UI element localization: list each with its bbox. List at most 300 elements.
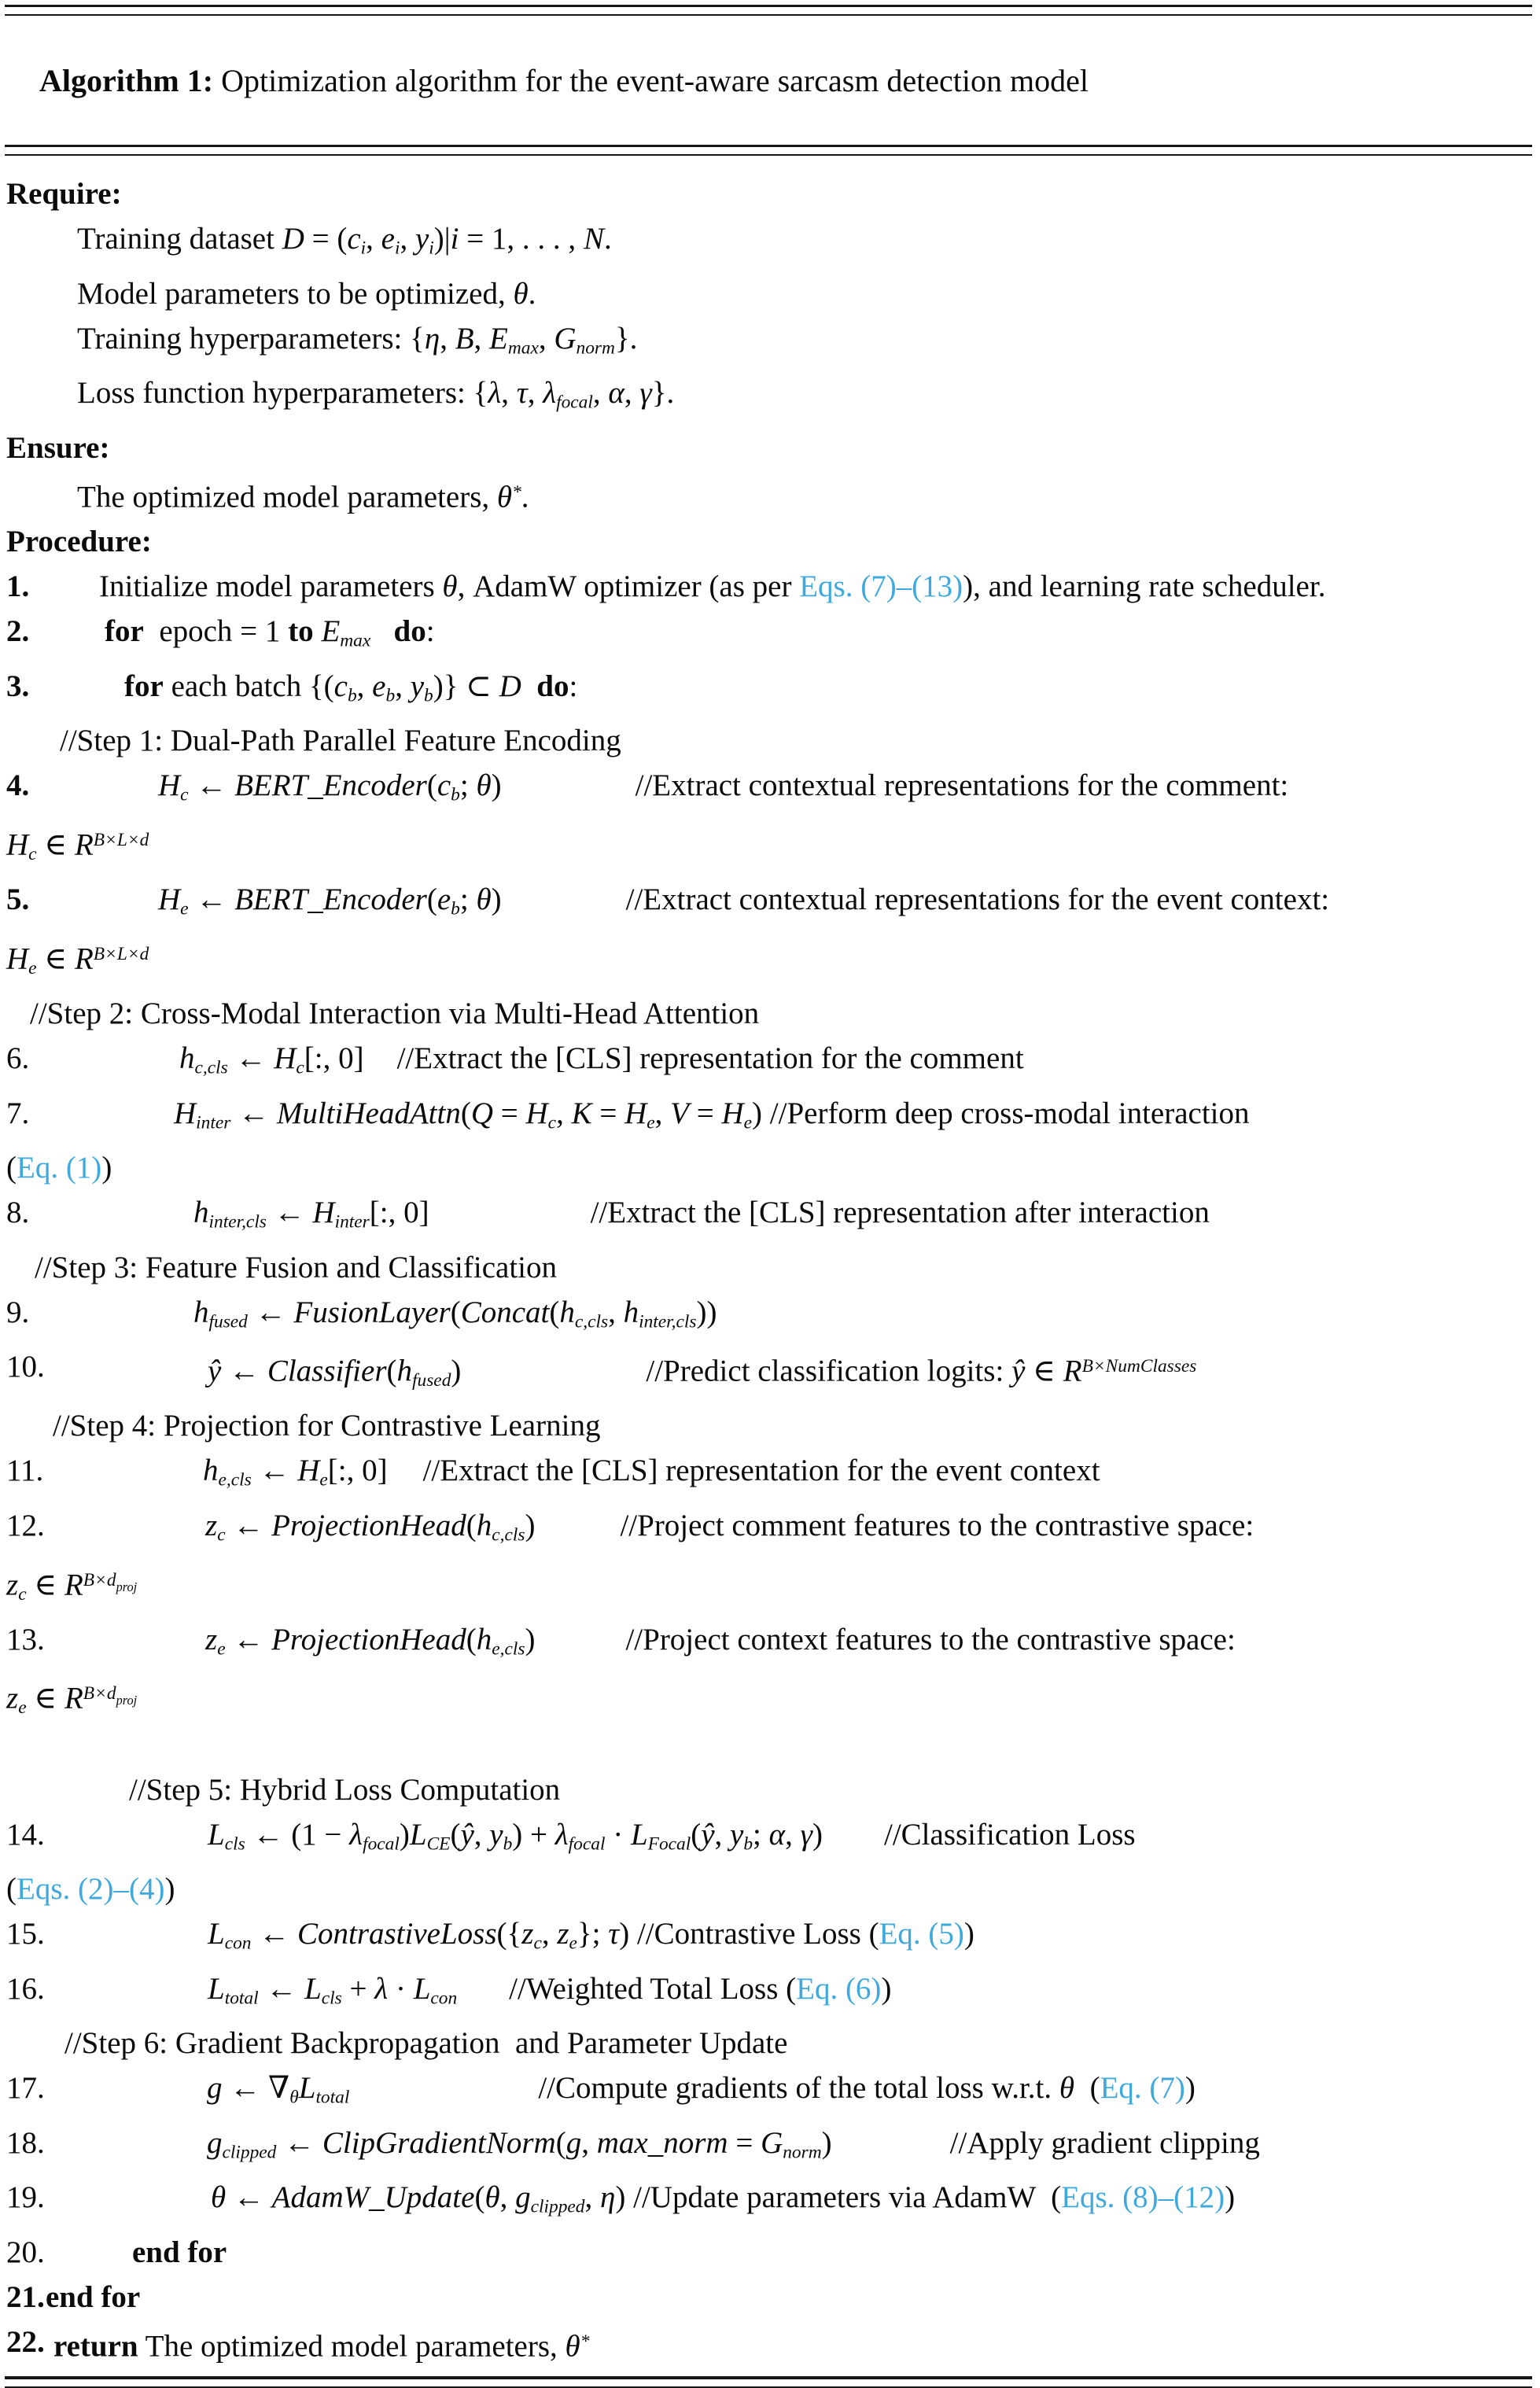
equation-link[interactable]: Eqs. (2)–(4)	[17, 1872, 165, 1907]
text-segment: ←	[276, 2125, 322, 2160]
text-segment: do	[536, 669, 569, 703]
line-number: 7.	[6, 1096, 30, 1130]
text-segment: ,	[541, 1917, 558, 1951]
text-segment: focal	[556, 392, 593, 413]
text-segment: BERT_Encoder	[234, 768, 427, 803]
text-segment: H	[297, 1454, 320, 1488]
text-segment: H	[274, 1041, 297, 1075]
algo-line-18	[5, 2124, 1532, 2172]
text-segment: //Weighted Total Loss (	[509, 1971, 797, 2006]
text-segment: ,	[366, 222, 381, 256]
text-segment: R	[64, 1681, 83, 1715]
text-segment: ←	[247, 1295, 294, 1329]
algo-line	[5, 319, 1532, 368]
text-segment: ({	[496, 1917, 522, 1951]
equation-link[interactable]: Eq. (6)	[796, 1971, 882, 2006]
text-segment: e	[743, 1112, 753, 1133]
algo-line-4	[5, 766, 1532, 815]
text-segment: θ	[289, 2087, 299, 2108]
line-number: 19.	[6, 2180, 45, 2215]
text-segment: )	[752, 1096, 770, 1130]
algo-line-15	[5, 1914, 1532, 1963]
line-number: 18.	[6, 2125, 45, 2160]
text-segment: e	[18, 1697, 27, 1719]
text-segment: e,cls	[492, 1638, 525, 1660]
text-segment: //Project context features to the contrastive space:	[625, 1622, 1236, 1656]
algo-comment	[5, 1248, 1532, 1287]
text-segment: H	[525, 1096, 548, 1130]
text-segment: e,cls	[218, 1469, 252, 1491]
text-segment: h	[476, 1508, 492, 1542]
text-segment: λ	[349, 1817, 363, 1852]
text-segment: proj	[116, 1579, 138, 1594]
text-segment: )|	[433, 222, 451, 256]
equation-link[interactable]: Eq. (7)	[1100, 2071, 1185, 2106]
text-segment: H	[158, 768, 181, 803]
algo-comment	[5, 721, 1532, 760]
text-segment: )	[881, 1971, 892, 2006]
algo-line-19	[5, 2178, 1532, 2227]
text-segment: ←	[188, 768, 235, 803]
text-segment: ,	[473, 321, 490, 356]
top-double-rule	[5, 5, 1532, 16]
equation-link[interactable]: Eq. (5)	[879, 1917, 964, 1951]
text-segment: i	[429, 238, 434, 259]
text-segment: ,	[538, 321, 554, 356]
text-segment: ,	[440, 321, 455, 356]
text-segment: epoch = 1	[143, 614, 289, 649]
text-segment: θ	[1059, 2071, 1075, 2106]
text-segment: z	[521, 1917, 534, 1951]
text-segment: //Extract the [CLS] representation for the comment	[396, 1041, 1024, 1075]
text-segment: b	[385, 685, 396, 706]
text-segment: e	[28, 957, 37, 978]
text-segment: each batch {(	[163, 669, 334, 703]
text-segment	[370, 614, 393, 648]
algo-comment	[5, 1771, 1532, 1809]
algo-line-9	[5, 1293, 1532, 1342]
text-segment: //Extract contextual representations for the comment:	[635, 768, 1289, 803]
text-segment: h	[396, 1354, 413, 1388]
text-segment	[521, 669, 537, 703]
text-segment: //Update parameters via AdamW (	[633, 2180, 1062, 2215]
text-segment: ∈	[26, 1568, 64, 1602]
algorithm-title	[5, 16, 1532, 145]
text-segment: c,cls	[574, 1311, 609, 1332]
text-segment: G	[554, 321, 577, 356]
text-segment: //Contrastive Loss (	[636, 1917, 879, 1951]
text-segment: (	[426, 768, 437, 803]
text-segment: y	[730, 1817, 744, 1852]
text-segment: The optimized model parameters,	[138, 2329, 566, 2364]
text-segment: clipped	[530, 2196, 585, 2217]
text-segment: //Step 3: Feature Fusion and Classification	[35, 1250, 558, 1284]
algorithm-label: Algorithm 1:	[39, 63, 214, 98]
text-segment: c	[533, 1933, 542, 1954]
text-segment: *	[580, 2331, 590, 2352]
equation-link[interactable]: Eq. (1)	[17, 1151, 102, 1185]
text-segment: //Extract contextual representations for the event context:	[625, 883, 1330, 917]
text-segment: (	[466, 1508, 477, 1542]
algo-cont	[5, 1675, 1532, 1727]
text-segment: //Predict classification logits:	[646, 1354, 1012, 1388]
text-segment: H	[312, 1196, 335, 1230]
text-segment: )	[399, 1817, 410, 1852]
text-segment: ;	[459, 883, 477, 917]
text-segment: .	[521, 480, 529, 514]
text-segment: ŷ	[701, 1817, 715, 1852]
text-segment: =	[728, 2125, 761, 2160]
text-segment: α	[608, 376, 624, 411]
algo-line-5	[5, 880, 1532, 929]
text-segment: h	[203, 1454, 219, 1488]
text-segment: L	[413, 1971, 431, 2006]
algo-line-14	[5, 1815, 1532, 1864]
text-segment: h	[623, 1295, 639, 1329]
text-segment: Require:	[6, 177, 122, 211]
text-segment: total	[315, 2087, 350, 2108]
line-number: 6.	[6, 1041, 30, 1075]
text-segment: //Step 5: Hybrid Loss Computation	[129, 1772, 561, 1807]
algo-line-21	[5, 2278, 1532, 2316]
text-segment: Training dataset	[77, 222, 282, 256]
text-segment: D	[282, 222, 304, 256]
line-number: 10.	[6, 1350, 45, 1384]
text-segment: ←	[230, 1096, 277, 1130]
text-segment: ∈	[36, 942, 75, 976]
text-segment: do	[393, 614, 426, 649]
text-segment: B×d	[83, 1569, 116, 1590]
spacing	[457, 1998, 509, 1999]
algo-line-12	[5, 1506, 1532, 1555]
text-segment: c	[437, 768, 451, 803]
text-segment: b	[451, 898, 460, 919]
text-segment: inter	[196, 1112, 231, 1133]
text-segment: B	[455, 321, 474, 356]
text-segment: E	[321, 614, 341, 649]
text-segment: con	[430, 1988, 458, 2009]
text-segment: ∈	[1025, 1354, 1063, 1388]
text-segment: H	[6, 942, 29, 976]
text-segment: )	[164, 1872, 175, 1907]
algo-heading	[5, 175, 1532, 213]
text-segment: c	[28, 844, 37, 865]
text-segment: z	[557, 1917, 569, 1951]
text-segment: )	[525, 1622, 536, 1656]
text-segment: }.	[651, 376, 675, 411]
text-segment: (	[1074, 2071, 1100, 2106]
text-segment: clipped	[222, 2142, 277, 2163]
text-segment: ,	[527, 376, 543, 411]
algo-line-1	[5, 567, 1532, 606]
text-segment: Ensure:	[6, 430, 110, 465]
spacing	[832, 2152, 950, 2153]
text-segment: inter,cls	[208, 1211, 267, 1233]
text-segment: (	[691, 1817, 702, 1852]
title-separator-rule	[5, 145, 1532, 156]
algo-cont	[5, 1870, 1532, 1908]
text-segment: L	[298, 2071, 316, 2106]
line-number: 4.	[6, 768, 30, 803]
text-segment: τ	[608, 1917, 620, 1951]
text-segment: G	[761, 2125, 783, 2160]
text-segment: γ	[639, 376, 652, 411]
text-segment: θ	[484, 2180, 500, 2215]
text-segment: R	[64, 1568, 83, 1602]
algo-heading	[5, 429, 1532, 467]
text-segment: )	[821, 2125, 832, 2160]
algorithm-body	[5, 156, 1532, 2365]
text-segment: , AdamW optimizer (as per	[457, 569, 800, 604]
text-segment: =	[591, 1096, 625, 1130]
text-segment: θ	[565, 2329, 580, 2364]
text-segment: (	[6, 1872, 17, 1907]
text-segment: )	[491, 768, 502, 803]
text-segment: //Extract the [CLS] representation after interaction	[590, 1196, 1210, 1230]
text-segment: e	[180, 898, 189, 919]
text-segment: λ	[374, 1971, 389, 2006]
text-segment: Classifier	[267, 1354, 387, 1388]
text-segment: e	[319, 1469, 328, 1491]
text-segment: ←	[188, 883, 235, 917]
text-segment: η	[600, 2180, 616, 2215]
text-segment: ·	[605, 1817, 631, 1852]
text-segment: fused	[208, 1311, 248, 1332]
algo-line-10	[5, 1347, 1532, 1400]
text-segment: E	[489, 321, 508, 356]
text-segment: ) +	[512, 1817, 555, 1852]
text-segment: R	[1063, 1354, 1082, 1388]
text-segment: BERT_Encoder	[234, 883, 427, 917]
text-segment: e	[381, 222, 395, 256]
text-segment: //Perform deep cross-modal interaction	[769, 1096, 1250, 1130]
text-segment: The optimized model parameters,	[77, 480, 497, 514]
text-segment: (	[474, 2180, 485, 2215]
line-number: 2.	[6, 614, 30, 649]
line-number: 12.	[6, 1508, 45, 1542]
text-segment: )} ⊂	[433, 669, 499, 703]
text-segment: θ	[211, 2180, 227, 2215]
algo-comment	[5, 1406, 1532, 1445]
text-segment: //Project comment features to the contrastive space:	[620, 1508, 1254, 1542]
text-segment: L	[208, 1917, 225, 1951]
text-segment: ), and learning rate scheduler.	[963, 569, 1326, 604]
text-segment: )	[963, 1917, 974, 1951]
text-segment: c	[547, 1112, 557, 1133]
line-number: 20.	[6, 2235, 45, 2269]
text-segment: B×d	[83, 1683, 116, 1704]
text-segment: ←	[227, 1041, 274, 1075]
text-segment: ClipGradientNorm	[322, 2125, 556, 2160]
text-segment: Model parameters to be optimized,	[77, 276, 514, 311]
text-segment: ,	[624, 376, 640, 411]
text-segment: e	[372, 669, 386, 703]
text-segment: g	[207, 2071, 223, 2106]
text-segment: ∈	[26, 1681, 64, 1715]
text-segment: y	[410, 669, 424, 703]
text-segment: end for	[46, 2279, 141, 2314]
line-number: 21.	[6, 2279, 45, 2314]
text-segment: L	[630, 1817, 648, 1852]
algo-cont	[5, 1561, 1532, 1614]
text-segment: ,	[499, 2180, 516, 2215]
text-segment: λ	[488, 376, 502, 411]
text-segment: )	[451, 1354, 462, 1388]
line-number: 14.	[6, 1817, 45, 1852]
text-segment: = (	[304, 222, 348, 256]
text-segment: e	[569, 1933, 577, 1954]
text-segment: g	[207, 2125, 223, 2160]
line-number: 16.	[6, 1971, 45, 2006]
algo-line	[5, 474, 1532, 517]
text-segment: };	[577, 1917, 609, 1951]
text-segment: i	[450, 222, 459, 256]
text-segment: )	[812, 1817, 823, 1852]
text-segment: CE	[426, 1833, 451, 1855]
algo-heading	[5, 522, 1532, 561]
text-segment: ,	[584, 2180, 600, 2215]
text-segment: //Extract the [CLS] representation for the event context	[422, 1454, 1100, 1488]
text-segment: Concat	[460, 1295, 550, 1329]
text-segment: }.	[614, 321, 638, 356]
text-segment: =	[688, 1096, 722, 1130]
text-segment: c	[217, 1524, 226, 1546]
text-segment: (	[549, 1295, 560, 1329]
text-segment: total	[224, 1988, 259, 2009]
text-segment: ProjectionHead	[271, 1622, 466, 1656]
text-segment: τ	[516, 376, 528, 411]
text-segment: b	[503, 1833, 513, 1855]
text-segment: ,	[400, 222, 415, 256]
text-segment: ←	[221, 1354, 267, 1388]
text-segment: L	[409, 1817, 427, 1852]
text-segment: )	[491, 883, 502, 917]
line-number: 1.	[6, 569, 30, 604]
text-segment: Q	[470, 1096, 493, 1130]
text-segment: h	[476, 1622, 492, 1656]
text-segment: inter,cls	[639, 1311, 697, 1332]
algo-line	[5, 374, 1532, 422]
text-segment: MultiHeadAttn	[276, 1096, 461, 1130]
text-segment: H	[158, 883, 181, 917]
text-segment: )	[1184, 2071, 1196, 2106]
text-segment: AdamW_Update	[271, 2180, 475, 2215]
text-segment: B×L×d	[93, 943, 149, 964]
line-number: 15.	[6, 1917, 45, 1951]
text-segment: (	[466, 1622, 477, 1656]
text-segment: ← ∇	[222, 2071, 290, 2106]
spacing	[461, 1380, 646, 1381]
text-segment: V	[670, 1096, 689, 1130]
text-segment: i	[360, 238, 367, 259]
spacing	[349, 2097, 538, 2098]
text-segment: b	[347, 685, 357, 706]
algo-cont	[5, 935, 1532, 988]
algo-line	[5, 219, 1532, 268]
text-segment: ŷ	[208, 1354, 222, 1388]
text-segment: b	[743, 1833, 753, 1855]
text-segment: Initialize model parameters	[99, 569, 443, 604]
text-segment: max	[507, 337, 539, 359]
text-segment: h	[179, 1041, 195, 1075]
text-segment: //Apply gradient clipping	[949, 2125, 1260, 2160]
text-segment: K	[571, 1096, 592, 1130]
spacing	[364, 1067, 397, 1068]
text-segment: //Step 1: Dual-Path Parallel Feature Encoding	[60, 724, 621, 758]
algo-cont	[5, 1148, 1532, 1187]
algo-line-6	[5, 1039, 1532, 1088]
algo-cont	[5, 821, 1532, 874]
text-segment: H	[174, 1096, 197, 1130]
text-segment: (	[426, 883, 437, 917]
algo-comment	[5, 2024, 1532, 2062]
text-segment: focal	[568, 1833, 606, 1855]
text-segment: ←	[251, 1917, 297, 1951]
text-segment: λ	[543, 376, 557, 411]
text-segment: h	[193, 1196, 209, 1230]
text-segment: //Step 2: Cross-Modal Interaction via Multi-Head Attention	[30, 996, 760, 1030]
text-segment: ŷ	[460, 1817, 474, 1852]
text-segment: ,	[785, 1817, 801, 1852]
equation-link[interactable]: Eqs. (7)–(13)	[799, 569, 963, 604]
algo-line-20	[5, 2233, 1532, 2272]
text-segment: //Classification Loss	[884, 1817, 1136, 1852]
text-segment: //Step 4: Projection for Contrastive Learning	[53, 1409, 601, 1443]
text-segment: norm	[783, 2142, 822, 2163]
text-segment: (	[6, 1151, 17, 1185]
text-segment: for	[124, 669, 164, 703]
text-segment: B×L×d	[93, 829, 149, 850]
algo-line-11	[5, 1451, 1532, 1500]
text-segment: ,	[501, 376, 517, 411]
text-segment: //Step 6: Gradient Backpropagation and Parameter Update	[64, 2026, 788, 2061]
text-segment: ,	[356, 669, 373, 703]
text-segment: Loss function hyperparameters: {	[77, 376, 488, 411]
text-segment: α	[768, 1817, 786, 1852]
text-segment: ←	[258, 1971, 305, 2006]
text-segment: ←	[226, 2180, 272, 2215]
text-segment: :	[426, 614, 435, 649]
algo-line-13	[5, 1620, 1532, 1669]
text-segment: λ	[554, 1817, 569, 1852]
text-segment: ContrastiveLoss	[297, 1917, 497, 1951]
algorithm-title-text: Optimization algorithm for the event-aware sarcasm detection model	[213, 63, 1089, 98]
text-segment: L	[304, 1971, 322, 2006]
text-segment: b	[424, 685, 433, 706]
algo-line-8	[5, 1193, 1532, 1242]
line-number: 13.	[6, 1622, 45, 1656]
text-segment: c,cls	[492, 1524, 525, 1546]
text-segment: ,	[654, 1096, 671, 1130]
text-segment: return	[53, 2329, 138, 2364]
algo-line-16	[5, 1970, 1532, 2018]
equation-link[interactable]: Eqs. (8)–(12)	[1061, 2180, 1225, 2215]
text-segment: e	[647, 1112, 655, 1133]
text-segment: c,cls	[194, 1057, 228, 1078]
text-segment: θ	[476, 768, 492, 803]
algo-line-17	[5, 2069, 1532, 2117]
text-segment: z	[205, 1508, 218, 1542]
text-segment: =	[493, 1096, 526, 1130]
text-segment: ,	[581, 2125, 597, 2160]
text-segment: e	[217, 1638, 226, 1660]
text-segment: (	[460, 1096, 471, 1130]
text-segment: (	[450, 1295, 461, 1329]
text-segment: cls	[224, 1833, 245, 1855]
text-segment: ←	[225, 1508, 272, 1542]
text-segment: ,	[395, 669, 411, 703]
text-segment: R	[74, 942, 94, 976]
